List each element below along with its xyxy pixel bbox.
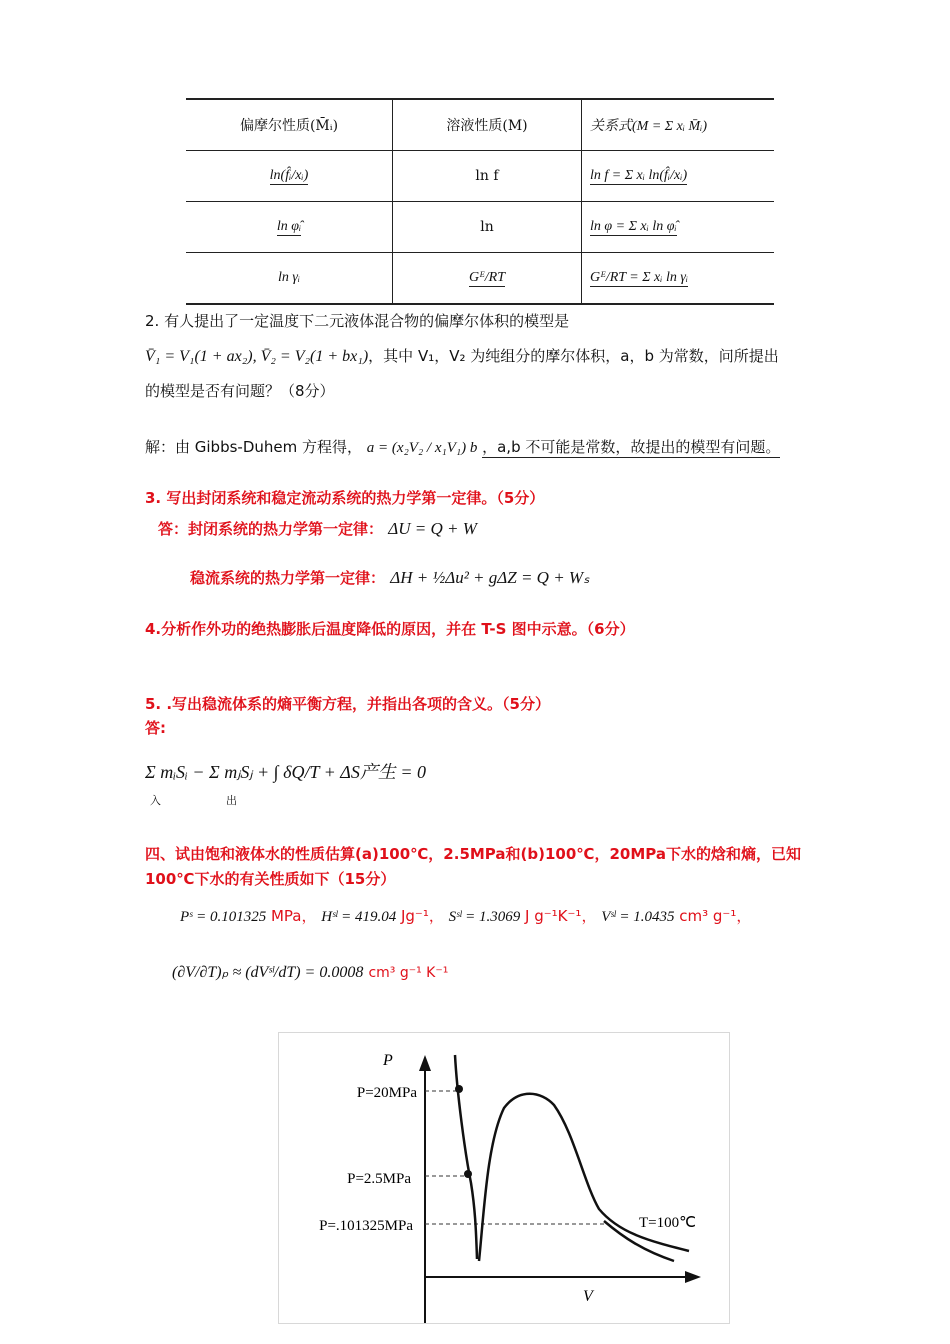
- q2-line2: [145, 345, 779, 366]
- q2-formula: V̄₁ = V₁(1 + ax₂), V̄₂ = V₂(1 + bx₁): [145, 348, 369, 365]
- table-row: [186, 253, 774, 305]
- q3-ans2-formula: ΔH + ½Δu² + gΔZ = Q + Wₛ: [390, 568, 590, 587]
- table-row: [186, 151, 774, 202]
- q6-title: 四、试由饱和液体水的性质估算(a)100℃，2.5MPa和(b)100℃，20MPa下水的焓和熵，已知: [145, 845, 801, 863]
- table-cell: ln f: [393, 151, 582, 202]
- saturation-dome: [479, 1094, 689, 1261]
- q3-answer1: [158, 518, 477, 539]
- prop-v-sym: Vˢˡ = 1.0435: [601, 909, 675, 925]
- table-header-cell: 偏摩尔性质(M̄ᵢ): [186, 99, 393, 151]
- prop-h-sym: Hˢˡ = 419.04: [321, 909, 397, 925]
- table-cell: ln φ̂ᵢ: [276, 219, 302, 234]
- y-axis-arrow: [419, 1055, 431, 1071]
- p25-label: P=2.5MPa: [347, 1171, 411, 1187]
- pv-diagram-svg: [279, 1033, 729, 1323]
- table-cell: ln φ = Σ xᵢ ln φ̂ᵢ: [590, 219, 677, 234]
- q2-line2-text: ，其中 V₁，V₂ 为纯组分的摩尔体积，a，b 为常数，问所提出: [368, 347, 779, 365]
- prop-s-sym: Sˢˡ = 1.3069: [448, 909, 521, 925]
- state-point-25mpa: [464, 1170, 472, 1178]
- deriv-formula: (∂V/∂T)ₚ ≈ (dVˢˡ/dT) = 0.0008: [172, 964, 364, 981]
- temperature-label: T=100℃: [639, 1215, 696, 1231]
- table-header-row: [186, 99, 774, 151]
- deriv-unit: cm³ g⁻¹ K⁻¹: [368, 965, 449, 981]
- q5-formula: Σ mᵢSᵢ − Σ mⱼSⱼ + ∫ δQ/T + ΔS产生 = 0: [145, 762, 427, 782]
- q6-title2: 100℃下水的有关性质如下（15分）: [145, 870, 396, 888]
- q5-answer-label: 答:: [145, 719, 166, 737]
- q2-answer-suffix: ，a,b 不可能是常数，故提出的模型有问题。: [482, 438, 781, 456]
- q5-sub-out: 出: [226, 794, 237, 807]
- table-cell: ln γᵢ: [186, 253, 393, 305]
- prop-h-unit: Jg⁻¹，: [400, 907, 444, 925]
- property-table: [186, 98, 774, 305]
- q4-title: 4.分析作外功的绝热膨胀后温度降低的原因，并在 T-S 图中示意。（6分）: [145, 620, 635, 638]
- y-axis-label: P: [383, 1052, 393, 1069]
- table-cell: Gᴱ/RT: [468, 270, 506, 285]
- pv-diagram: [278, 1032, 730, 1324]
- q5-title: 5. .写出稳流体系的熵平衡方程，并指出各项的含义。（5分）: [145, 695, 550, 713]
- prop-p-sym: Pˢ = 0.101325: [180, 909, 267, 925]
- q5-sub-in: 入: [150, 794, 161, 807]
- table-cell: ln: [393, 202, 582, 253]
- table-row: [186, 202, 774, 253]
- table-header-cell: 关系式(M = Σ xᵢ M̄ᵢ): [582, 99, 775, 151]
- table-cell: ln f = Σ xᵢ ln(f̂ᵢ/xᵢ): [590, 168, 688, 183]
- table-cell: ln(f̂ᵢ/xᵢ): [269, 168, 309, 183]
- q3-ans1-formula: ΔU = Q + W: [388, 519, 477, 538]
- q2-answer: [145, 436, 780, 457]
- prop-s-unit: J g⁻¹K⁻¹，: [525, 907, 597, 925]
- p20-label: P=20MPa: [356, 1085, 417, 1101]
- prop-v-unit: cm³ g⁻¹，: [679, 907, 752, 925]
- x-axis-arrow: [685, 1271, 701, 1283]
- x-axis-label: V: [583, 1288, 593, 1305]
- q6-props: [180, 905, 751, 926]
- psat-label: P=.101325MPa: [319, 1218, 413, 1234]
- q3-ans2-label: 稳流系统的热力学第一定律：: [190, 569, 386, 587]
- q3-title: 3. 写出封闭系统和稳定流动系统的热力学第一定律。（5分）: [145, 489, 545, 507]
- table-cell: Gᴱ/RT = Σ xᵢ ln γᵢ: [590, 270, 689, 285]
- prop-p-unit: MPa，: [270, 907, 317, 925]
- q2-answer-prefix: 解：由 Gibbs-Duhem 方程得，: [145, 438, 363, 456]
- q2-answer-formula: a = (x₂V₂ / x₁V₁) b: [366, 440, 478, 456]
- q3-answer2: [190, 567, 589, 588]
- q2-line1: 2. 有人提出了一定温度下二元液体混合物的偏摩尔体积的模型是: [145, 312, 570, 330]
- q2-line3: 的模型是否有问题？（8分）: [145, 382, 335, 400]
- q3-ans1-label: 答：封闭系统的热力学第一定律：: [158, 520, 384, 538]
- state-point-20mpa: [455, 1085, 463, 1093]
- table-header-cell: 溶液性质(M): [393, 99, 582, 151]
- q6-derivative: [172, 962, 448, 982]
